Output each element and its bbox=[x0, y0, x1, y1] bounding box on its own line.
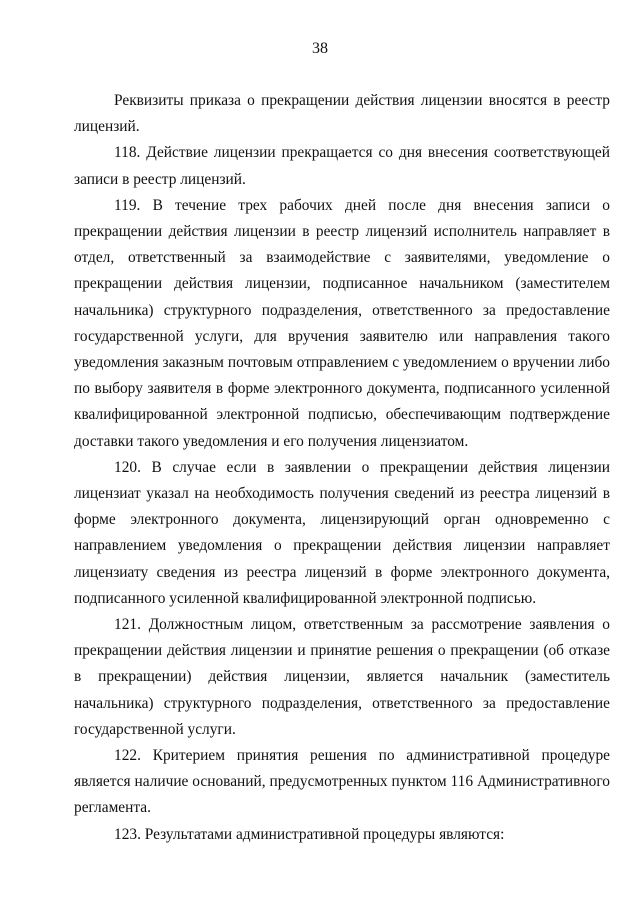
paragraph-121: 121. Должностным лицом, ответственным за рассмотрение заявления о прекращении действия лицензии и принятие решения о прекращении (об отказе в прекращении) действия лицензии, является начальник (заместитель начальника) структурного подразделения, ответственного за предоставление государственной услуги. bbox=[74, 616, 610, 738]
page-number: 38 bbox=[312, 40, 328, 57]
paragraph-122: 122. Критерием принятия решения по административной процедуре является наличие оснований, предусмотренных пунктом 116 Административного регламента. bbox=[74, 747, 610, 817]
paragraph-120: 120. В случае если в заявлении о прекращении действия лицензии лицензиат указал на необходимость получения сведений из реестра лицензий в форме электронного документа, лицензирующий орган одновременно с направлением уведомления о прекращении действия лицензии направляет лицензиату сведения из реестра лицензий в форме электронного документа, подписанного усиленной квалифицированной электронной подписью. bbox=[74, 458, 610, 607]
paragraph-119: 119. В течение трех рабочих дней после дня внесения записи о прекращении действия лицензии в реестр лицензий исполнитель направляет в отдел, ответственный за взаимодействие с заявителями, уведомление о прекращении действия лицензии, подписанное начальником (заместителем начальника) структурного подразделения, ответственного за предоставление государственной услуги, для вручения заявителю или направления такого уведомления заказным почтовым отправлением с уведомлением о вручении либо по выбору заявителя в форме электронного документа, подписанного усиленной квалифицированной электронной подписью, обеспечивающим подтверждение доставки такого уведомления и его получения лицензиатом. bbox=[74, 196, 610, 450]
document-body bbox=[74, 88, 610, 848]
paragraph-registry-details: Реквизиты приказа о прекращении действия лицензии вносятся в реестр лицензий. bbox=[74, 92, 610, 136]
paragraph-118: 118. Действие лицензии прекращается со дня внесения соответствующей записи в реестр лицензий. bbox=[74, 144, 610, 188]
paragraph-123: 123. Результатами административной процедуры являются: bbox=[114, 825, 505, 843]
